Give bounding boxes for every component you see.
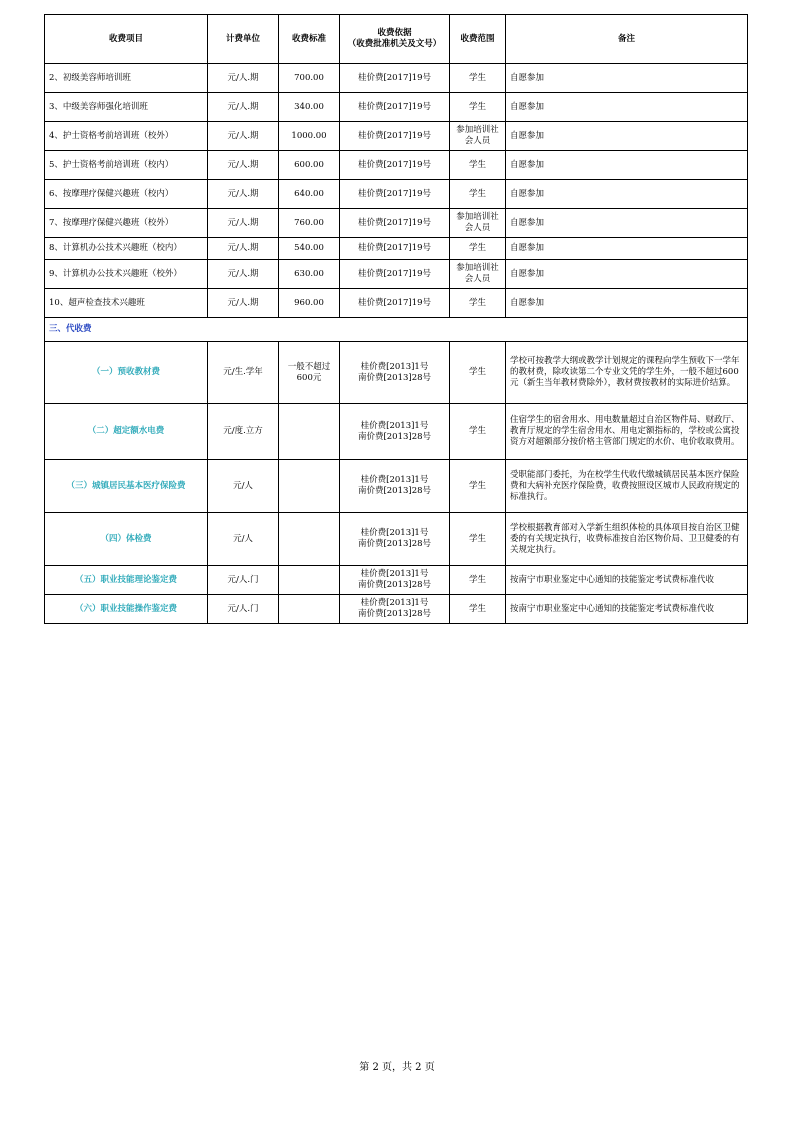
cell-scope: 学生 [450,238,506,260]
table-row [45,151,748,180]
cell-item: （四）体检费 [45,513,208,566]
cell-item: （五）职业技能理论鉴定费 [45,566,208,595]
table-row [45,289,748,318]
table-row [45,566,748,595]
cell-standard: 630.00 [279,260,340,289]
cell-item: （二）超定额水电费 [45,404,208,460]
cell-remark: 自愿参加 [506,238,748,260]
cell-unit: 元/度.立方 [208,404,279,460]
header-row [45,15,748,64]
cell-basis: 桂价费[2017]19号 [340,238,450,260]
cell-standard: 700.00 [279,64,340,93]
header-standard: 收费标准 [279,15,340,64]
cell-item: 10、超声检查技术兴趣班 [45,289,208,318]
basis-line2: 南价费[2013]28号 [357,372,432,383]
cell-standard: 640.00 [279,180,340,209]
cell-remark: 学校根据教育部对入学新生组织体检的具体项目按自治区卫健委的有关规定执行，收费标准按自治区物价局、卫卫健委的有关规定执行。 [506,513,748,566]
cell-basis [340,566,450,595]
cell-remark: 自愿参加 [506,289,748,318]
table-row [45,260,748,289]
cell-item: 2、初级美容师培训班 [45,64,208,93]
header-item: 收费项目 [45,15,208,64]
basis-line2: 南价费[2013]28号 [357,609,432,619]
section-title: 三、代收费 [45,318,748,342]
basis-line1: 桂价费[2013]1号 [360,475,429,485]
table-row [45,122,748,151]
cell-item: 4、护士资格考前培训班（校外） [45,122,208,151]
cell-basis: 桂价费[2017]19号 [340,151,450,180]
cell-item: 6、按摩理疗保健兴趣班（校内） [45,180,208,209]
cell-standard: 760.00 [279,209,340,238]
basis-line2: 南价费[2013]28号 [357,580,432,590]
cell-scope: 学生 [450,289,506,318]
table-row [45,64,748,93]
header-unit: 计费单位 [208,15,279,64]
cell-scope: 学生 [450,595,506,624]
cell-basis: 桂价费[2017]19号 [340,64,450,93]
cell-scope: 参加培训社会人员 [450,209,506,238]
cell-standard [279,460,340,513]
cell-remark: 自愿参加 [506,180,748,209]
cell-standard [279,566,340,595]
table-row [45,342,748,404]
cell-unit: 元/人.期 [208,289,279,318]
cell-basis: 桂价费[2017]19号 [340,209,450,238]
cell-scope: 学生 [450,404,506,460]
cell-remark: 自愿参加 [506,260,748,289]
cell-scope: 学生 [450,93,506,122]
basis-line2: 南价费[2013]28号 [357,486,432,496]
table-row [45,180,748,209]
cell-unit: 元/人 [208,513,279,566]
table-row [45,209,748,238]
cell-standard [279,513,340,566]
basis-line2: 南价费[2013]28号 [357,431,432,442]
cell-item: 5、护士资格考前培训班（校内） [45,151,208,180]
cell-remark: 自愿参加 [506,209,748,238]
cell-scope: 学生 [450,342,506,404]
cell-item: （三）城镇居民基本医疗保险费 [45,460,208,513]
cell-basis [340,460,450,513]
cell-scope: 学生 [450,180,506,209]
cell-unit: 元/人.期 [208,151,279,180]
cell-item: 7、按摩理疗保健兴趣班（校外） [45,209,208,238]
cell-unit: 元/人.期 [208,93,279,122]
cell-basis [340,342,450,404]
header-scope: 收费范围 [450,15,506,64]
cell-basis [340,595,450,624]
cell-unit: 元/人 [208,460,279,513]
cell-scope: 参加培训社会人员 [450,260,506,289]
page-footer: 第 2 页，共 2 页 [359,1062,435,1073]
cell-scope: 学生 [450,566,506,595]
cell-standard: 1000.00 [279,122,340,151]
cell-standard: 一般不超过600元 [279,342,340,404]
table-row [45,93,748,122]
cell-basis: 桂价费[2017]19号 [340,289,450,318]
header-basis-line1: 收费依据 [377,28,412,38]
table-row [45,595,748,624]
cell-scope: 学生 [450,460,506,513]
table-row [45,513,748,566]
section-row [45,318,748,342]
cell-remark: 自愿参加 [506,151,748,180]
table-row [45,460,748,513]
cell-remark: 自愿参加 [506,93,748,122]
cell-unit: 元/人.门 [208,566,279,595]
cell-remark: 住宿学生的宿舍用水、用电数量超过自治区物件局、财政厅、教育厅规定的学生宿舍用水、用电定额指标的，学校或公寓投资方对超额部分按价格主管部门规定的水价、电价收取费用。 [506,404,748,460]
cell-unit: 元/人.期 [208,260,279,289]
cell-unit: 元/人.期 [208,180,279,209]
cell-basis [340,404,450,460]
basis-line1: 桂价费[2013]1号 [360,569,429,579]
cell-item: 3、中级美容师强化培训班 [45,93,208,122]
cell-item: 9、计算机办公技术兴趣班（校外） [45,260,208,289]
cell-unit: 元/人.期 [208,209,279,238]
cell-remark: 按南宁市职业鉴定中心通知的技能鉴定考试费标准代收 [506,595,748,624]
cell-basis [340,513,450,566]
cell-standard [279,404,340,460]
cell-scope: 学生 [450,151,506,180]
cell-remark: 自愿参加 [506,122,748,151]
basis-line1: 桂价费[2013]1号 [360,361,429,372]
cell-item: 8、计算机办公技术兴趣班（校内） [45,238,208,260]
cell-item: （六）职业技能操作鉴定费 [45,595,208,624]
cell-remark: 受职能部门委托，为在校学生代收代缴城镇居民基本医疗保险费和大病补充医疗保险费，收费按照设区城市人民政府规定的标准执行。 [506,460,748,513]
cell-unit: 元/人.期 [208,122,279,151]
cell-basis: 桂价费[2017]19号 [340,93,450,122]
header-basis-line2: （收费批准机关及文号） [347,39,442,49]
cell-basis: 桂价费[2017]19号 [340,180,450,209]
basis-line1: 桂价费[2013]1号 [360,528,429,538]
table-row [45,404,748,460]
cell-unit: 元/生.学年 [208,342,279,404]
basis-line1: 桂价费[2013]1号 [360,420,429,431]
cell-remark: 自愿参加 [506,64,748,93]
table-row [45,238,748,260]
cell-unit: 元/人.门 [208,595,279,624]
cell-item: （一）预收教材费 [45,342,208,404]
cell-remark: 学校可按教学大纲或教学计划规定的课程向学生预收下一学年的教材费，除攻读第二个专业文凭的学生外，一般不超过600元（新生当年教材费除外），教材费按教材的实际进价结算。 [506,342,748,404]
cell-standard: 600.00 [279,151,340,180]
cell-standard [279,595,340,624]
cell-standard: 340.00 [279,93,340,122]
cell-scope: 参加培训社会人员 [450,122,506,151]
cell-scope: 学生 [450,513,506,566]
header-basis [340,15,450,64]
cell-basis: 桂价费[2017]19号 [340,260,450,289]
basis-line1: 桂价费[2013]1号 [360,598,429,608]
cell-standard: 540.00 [279,238,340,260]
cell-standard: 960.00 [279,289,340,318]
cell-unit: 元/人.期 [208,238,279,260]
basis-line2: 南价费[2013]28号 [357,539,432,549]
cell-remark: 按南宁市职业鉴定中心通知的技能鉴定考试费标准代收 [506,566,748,595]
cell-scope: 学生 [450,64,506,93]
header-remark: 备注 [506,15,748,64]
fee-table [44,14,748,624]
cell-unit: 元/人.期 [208,64,279,93]
cell-basis: 桂价费[2017]19号 [340,122,450,151]
